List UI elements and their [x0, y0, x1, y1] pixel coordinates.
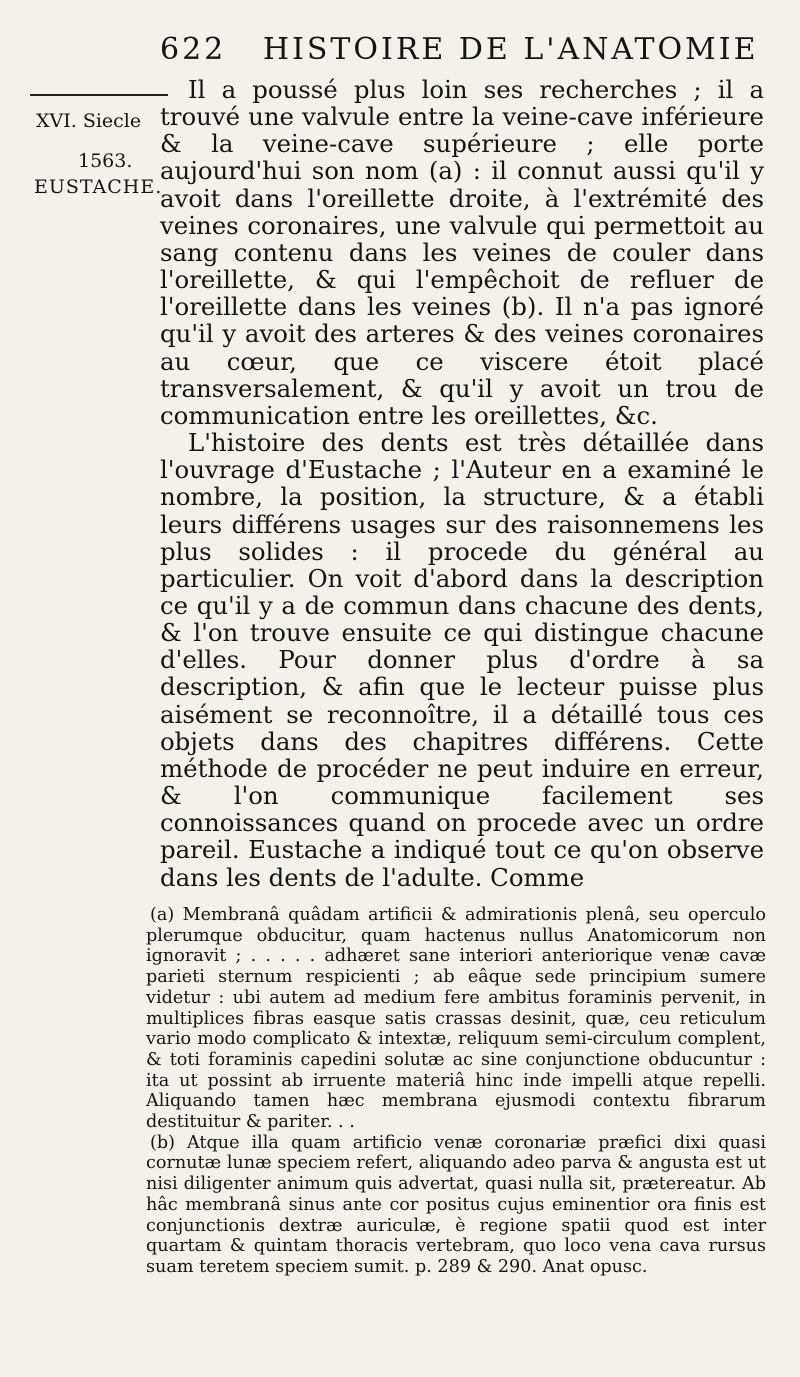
- margin-author: EUSTACHE.: [34, 176, 163, 198]
- margin-year: 1563.: [78, 150, 133, 172]
- paragraph-1: Il a poussé plus loin ses recherches ; il a trouvé une valvule entre la veine-cave inférieure & la veine-cave supérieure ; elle porte aujourd'hui son nom (a) : il connut aussi qu'il y avoit dans l'oreillette droite, à l'extrémité des veines coronaires, une valvule qui permettoit au sang contenu dans les veines de couler dans l'oreillette, & qui l'empêchoit de refluer de l'oreillette dans les veines (b). Il n'a pas ignoré qu'il y avoit des arteres & des veines coronaires au cœur, que ce viscere étoit placé transversalement, & qu'il y avoit un trou de communication entre les oreillettes, &c.: [160, 75, 764, 430]
- page-number: 622: [160, 32, 227, 67]
- margin-century: XVI. Siecle: [36, 110, 142, 132]
- margin-rule: [30, 94, 168, 96]
- running-title: HISTOIRE DE L'ANATOMIE: [262, 32, 759, 67]
- footnote-a: (a) Membranâ quâdam artificii & admirationis plenâ, seu operculo plerumque obducitur, quam hactenus nullus Anatomicorum non ignoravit ; . . . . . adhæret sane interiori anteriorique venæ cavæ parieti sternum respicienti ; ab eâque sede principium sumere videtur : ubi autem ad medium fere ambitus foraminis pervenit, in multiplices fibras easque satis crassas desinit, quæ, ceu reticulum vario modo complicato & intextæ, reliquum semi-circulum complent, & toti foraminis capedini solutæ ac sine conjunctione obducuntur : ita ut possint ab irruente materiâ hinc inde impelli atque repelli. Aliquando tamen hæc membrana ejusmodi contextu fibrarum destituitur & pariter. . .: [146, 905, 766, 1133]
- paragraph-2: L'histoire des dents est très détaillée dans l'ouvrage d'Eustache ; l'Auteur en a examiné le nombre, la position, la structure, & a établi leurs différens usages sur des raisonnemens les plus solides : il procede du général au particulier. On voit d'abord dans la description ce qu'il y a de commun dans chacune des dents, & l'on trouve ensuite ce qui distingue chacune d'elles. Pour donner plus d'ordre à sa description, & afin que le lecteur puisse plus aisément se reconnoître, il a détaillé tous ces objets dans des chapitres différens. Cette méthode de procéder ne peut induire en erreur, & l'on communique facilement ses connoissances quand on procede avec un ordre pareil. Eustache a indiqué tout ce qu'on observe dans les dents de l'adulte. Comme: [160, 428, 764, 892]
- running-header: [160, 32, 759, 80]
- footnotes: [146, 905, 766, 1278]
- footnote-b: (b) Atque illa quam artificio venæ coronariæ præfici dixi quasi cornutæ lunæ speciem refert, aliquando adeo parva & angusta est ut nisi diligenter animum quis advertat, quasi nulla sit, prætereatur. Ab hâc membranâ sinus ante cor positus cujus eminentior ora finis est conjunctionis dextræ auriculæ, è regione spatii quod est inter quartam & quintam thoracis vertebram, quo loco vena cava rursus suam teretem speciem sumit. p. 289 & 290. Anat opusc.: [146, 1132, 766, 1277]
- main-text: [160, 76, 764, 891]
